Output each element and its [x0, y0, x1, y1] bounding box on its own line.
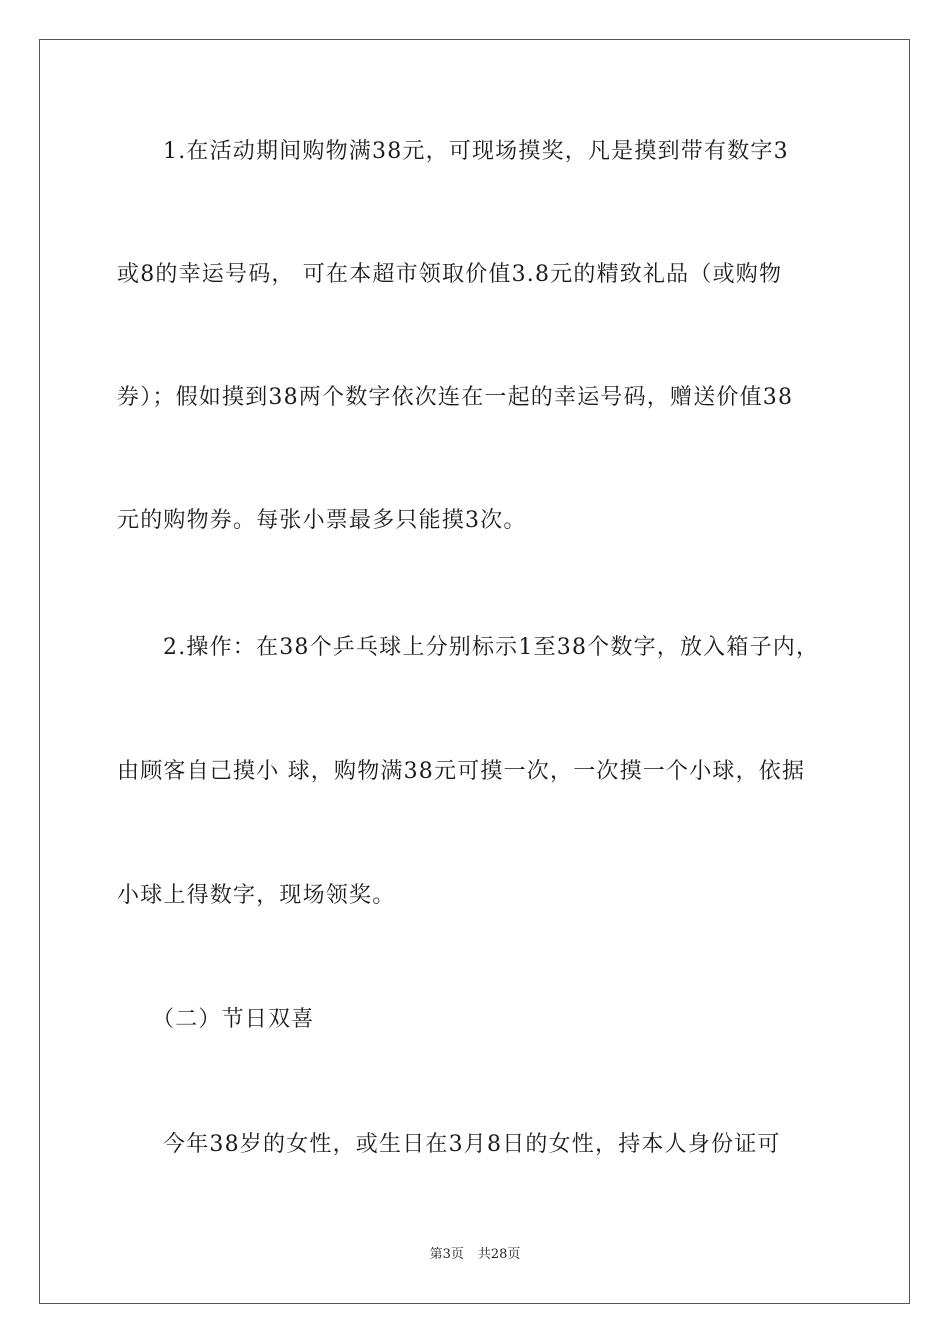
page-total: 共28页 [477, 1247, 521, 1262]
paragraph-1-line-4: 元的购物券。每张小票最多只能摸3次。 [117, 508, 527, 533]
paragraph-2-line-1: 2.操作：在38个乒乓球上分别标示1至38个数字，放入箱子内， [163, 635, 820, 660]
paragraph-1-line-2: 或8的幸运号码， 可在本超市领取价值3.8元的精致礼品（或购物 [117, 262, 783, 287]
page-number: 第3页 [429, 1247, 464, 1262]
paragraph-1-line-1: 1.在活动期间购物满38元，可现场摸奖，凡是摸到带有数字3 [163, 139, 789, 164]
paragraph-2-line-3: 小球上得数字，现场领奖。 [117, 883, 396, 908]
paragraph-1-line-3: 券）；假如摸到38两个数字依次连在一起的幸运号码，赠送价值38 [117, 385, 794, 410]
section-heading: （二）节日双喜 [152, 1007, 315, 1032]
paragraph-3-line-1: 今年38岁的女性，或生日在3月8日的女性，持本人身份证可 [163, 1132, 781, 1157]
page-border [39, 39, 910, 1304]
page-footer [0, 1246, 950, 1264]
paragraph-2-line-2: 由顾客自己摸小 球，购物满38元可摸一次，一次摸一个小球，依据 [117, 759, 806, 784]
